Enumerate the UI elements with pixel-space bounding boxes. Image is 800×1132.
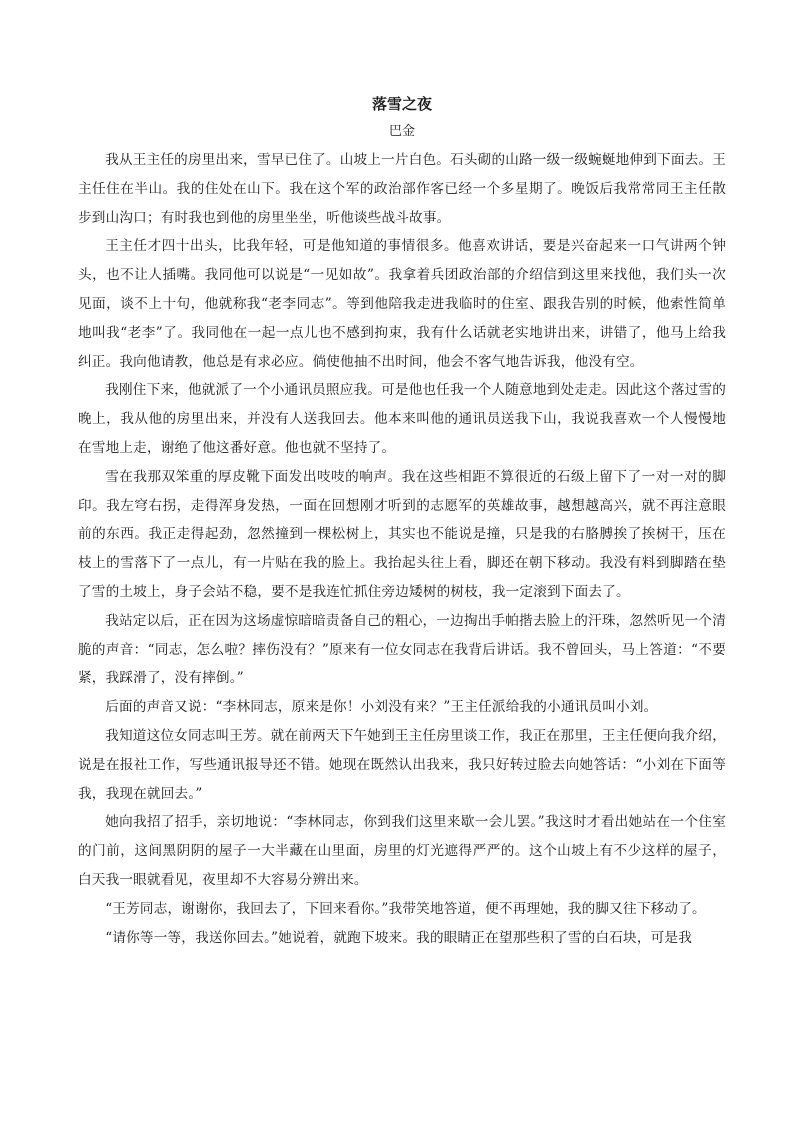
document-author: 巴金 [388,124,415,139]
paragraph: 她向我招了招手，亲切地说：“李林同志，你到我们这里来歇一会儿罢。”我这时才看出她站在一个住室的门前，这间黑阴阴的屋子一大半藏在山里面，房里的灯光遮得严严的。这个山坡上有不少这样的屋子，白天我一眼就看见，夜里却不大容易分辨出来。 [78,814,726,888]
paragraph: 后面的声音又说：“李林同志，原来是你！小刘没有来？”王主任派给我的小通讯员叫小刘。 [105,699,658,716]
paragraph: 我刚住下来，他就派了一个小通讯员照应我。可是他也任我一个人随意地到处走走。因此这个落过雪的晚上，我从他的房里出来，并没有人送我回去。他本来叫他的通讯员送我下山，我说我喜欢一个人慢慢地在雪地上走，谢绝了他这番好意。他也就不坚持了。 [78,382,726,456]
paragraph: “王芳同志，谢谢你，我回去了，下回来看你。”我带笑地答道，便不再理她，我的脚又往下移动了。 [105,900,706,917]
document-body [78,146,726,952]
document-page [78,92,726,952]
paragraph: 雪在我那双笨重的厚皮靴下面发出吱吱的响声。我在这些相距不算很近的石级上留下了一对一对的脚印。我左穹右拐，走得浑身发热，一面在回想刚才听到的志愿军的英雄故事，越想越高兴，就不再注意眼前的东西。我正走得起劲，忽然撞到一棵松树上，其实也不能说是撞，只是我的右胳膊挨了挨树干，压在枝上的雪落下了一点儿，有一片贴在我的脸上。我抬起头往上看，脚还在朝下移动。我没有料到脚踏在垫了雪的土坡上，身子会站不稳，要不是我连忙抓住旁边矮树的树枝，我一定滚到下面去了。 [78,468,726,600]
document-title: 落雪之夜 [371,95,432,113]
paragraph: 我站定以后，正在因为这场虚惊暗暗责备自己的粗心，一边掏出手帕揩去脸上的汗珠，忽然听见一个清脆的声音：“同志，怎么啦？摔伤没有？”原来有一位女同志在我背后讲话。我不曾回头，马上答道：“不要紧，我踩滑了，没有摔倒。” [78,612,726,687]
paragraph: 我知道这位女同志叫王芳。就在前两天下午她到王主任房里谈工作，我正在那里，王主任便向我介绍，说是在报社工作，写些通讯报导还不错。她现在既然认出我来，我只好转过脸去向她答话：“小刘在下面等我，我现在就回去。” [78,727,726,802]
paragraph: “请你等一等，我送你回去。”她说着，就跑下坡来。我的眼睛正在望那些积了雪的白石块，可是我 [105,929,693,946]
paragraph: 我从王主任的房里出来，雪早已住了。山坡上一片白色。石头砌的山路一级一级蜿蜒地伸到下面去。王主任住在半山。我的住处在山下。我在这个军的政治部作客已经一个多星期了。晚饭后我常常同王主任散步到山沟口；有时我也到他的房里坐坐，听他谈些战斗故事。 [78,152,726,226]
paragraph: 王主任才四十出头，比我年轻，可是他知道的事情很多。他喜欢讲话，要是兴奋起来一口气讲两个钟头，也不让人插嘴。我同他可以说是“一见如故”。我拿着兵团政治部的介绍信到这里来找他，我们头一次见面，谈不上十句，他就称我“老李同志”。等到他陪我走进我临时的住室、跟我告别的时候，他索性简单地叫我“老李”了。我同他在一起一点儿也不感到拘束，我有什么话就老实地讲出来，讲错了，他马上给我纠正。我向他请教，他总是有求必应。倘使他抽不出时间，他会不客气地告诉我，他没有空。 [78,238,726,370]
